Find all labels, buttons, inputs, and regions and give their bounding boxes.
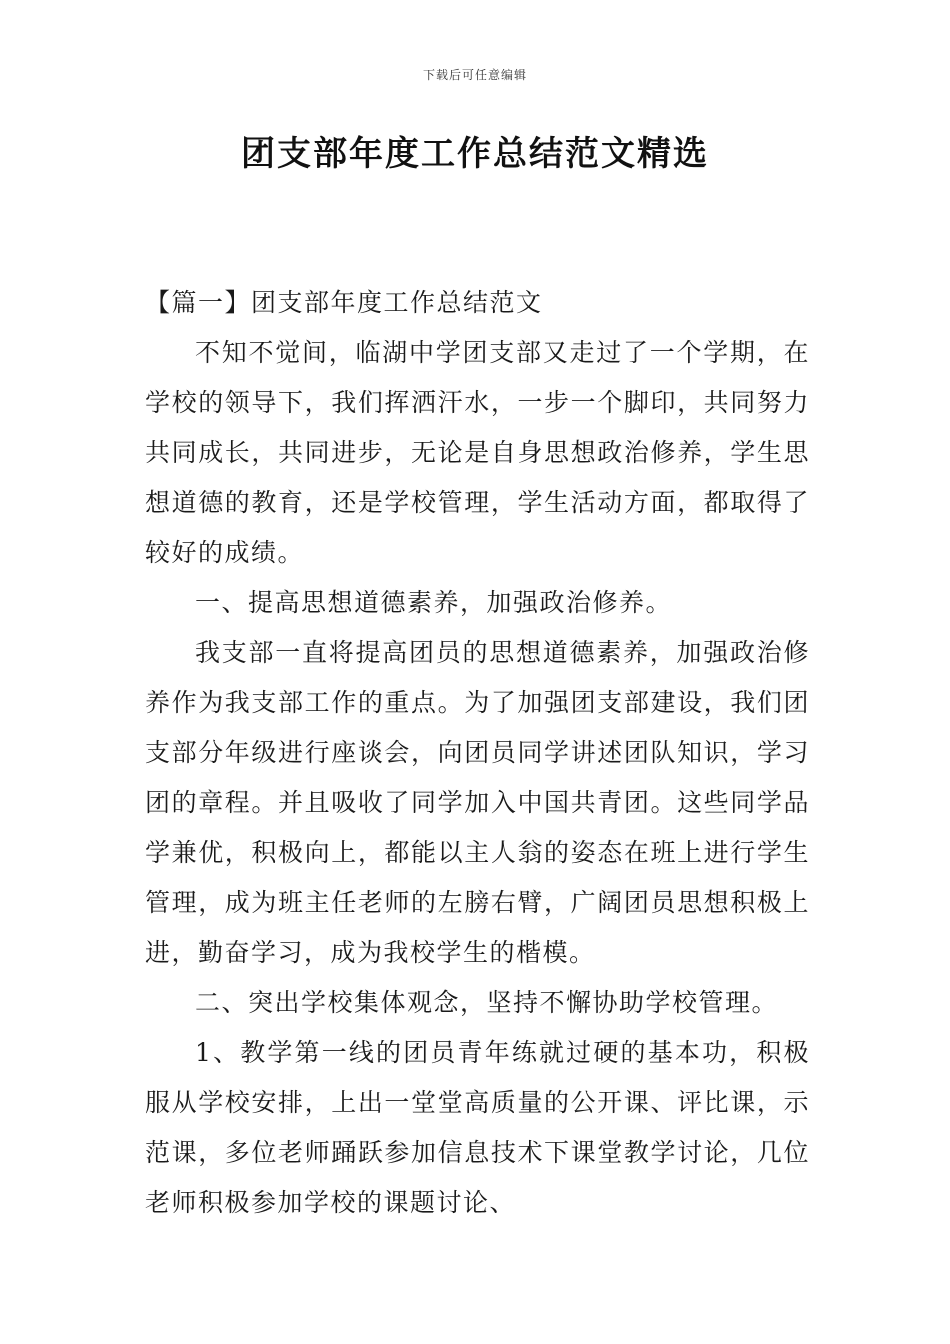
section-heading: 【篇一】团支部年度工作总结范文 (145, 288, 543, 317)
document-title: 团支部年度工作总结范文精选 (241, 134, 709, 174)
paragraph: 1、教学第一线的团员青年练就过硬的基本功，积极服从学校安排，上出一堂堂高质量的公开课、评比课，示范课，多位老师踊跃参加信息技术下课堂教学讨论，几位老师积极参加学校的课题讨论、 (145, 1038, 810, 1217)
paragraph: 我支部一直将提高团员的思想道德素养，加强政治修养作为我支部工作的重点。为了加强团支部建设，我们团支部分年级进行座谈会，向团员同学讲述团队知识，学习团的章程。并且吸收了同学加入中国共青团。这些同学品学兼优，积极向上，都能以主人翁的姿态在班上进行学生管理，成为班主任老师的左膀右臂，广阔团员思想积极上进，勤奋学习，成为我校学生的楷模。 (145, 638, 810, 967)
paragraph: 不知不觉间，临湖中学团支部又走过了一个学期，在学校的领导下，我们挥洒汗水，一步一个脚印，共同努力共同成长，共同进步，无论是自身思想政治修养，学生思想道德的教育，还是学校管理，学生活动方面，都取得了较好的成绩。 (145, 338, 810, 567)
header-note: 下载后可任意编辑 (422, 68, 527, 82)
paragraph: 一、提高思想道德素养，加强政治修养。 (195, 588, 673, 617)
paragraph: 二、突出学校集体观念，坚持不懈协助学校管理。 (195, 988, 779, 1017)
document-body (145, 278, 810, 1228)
